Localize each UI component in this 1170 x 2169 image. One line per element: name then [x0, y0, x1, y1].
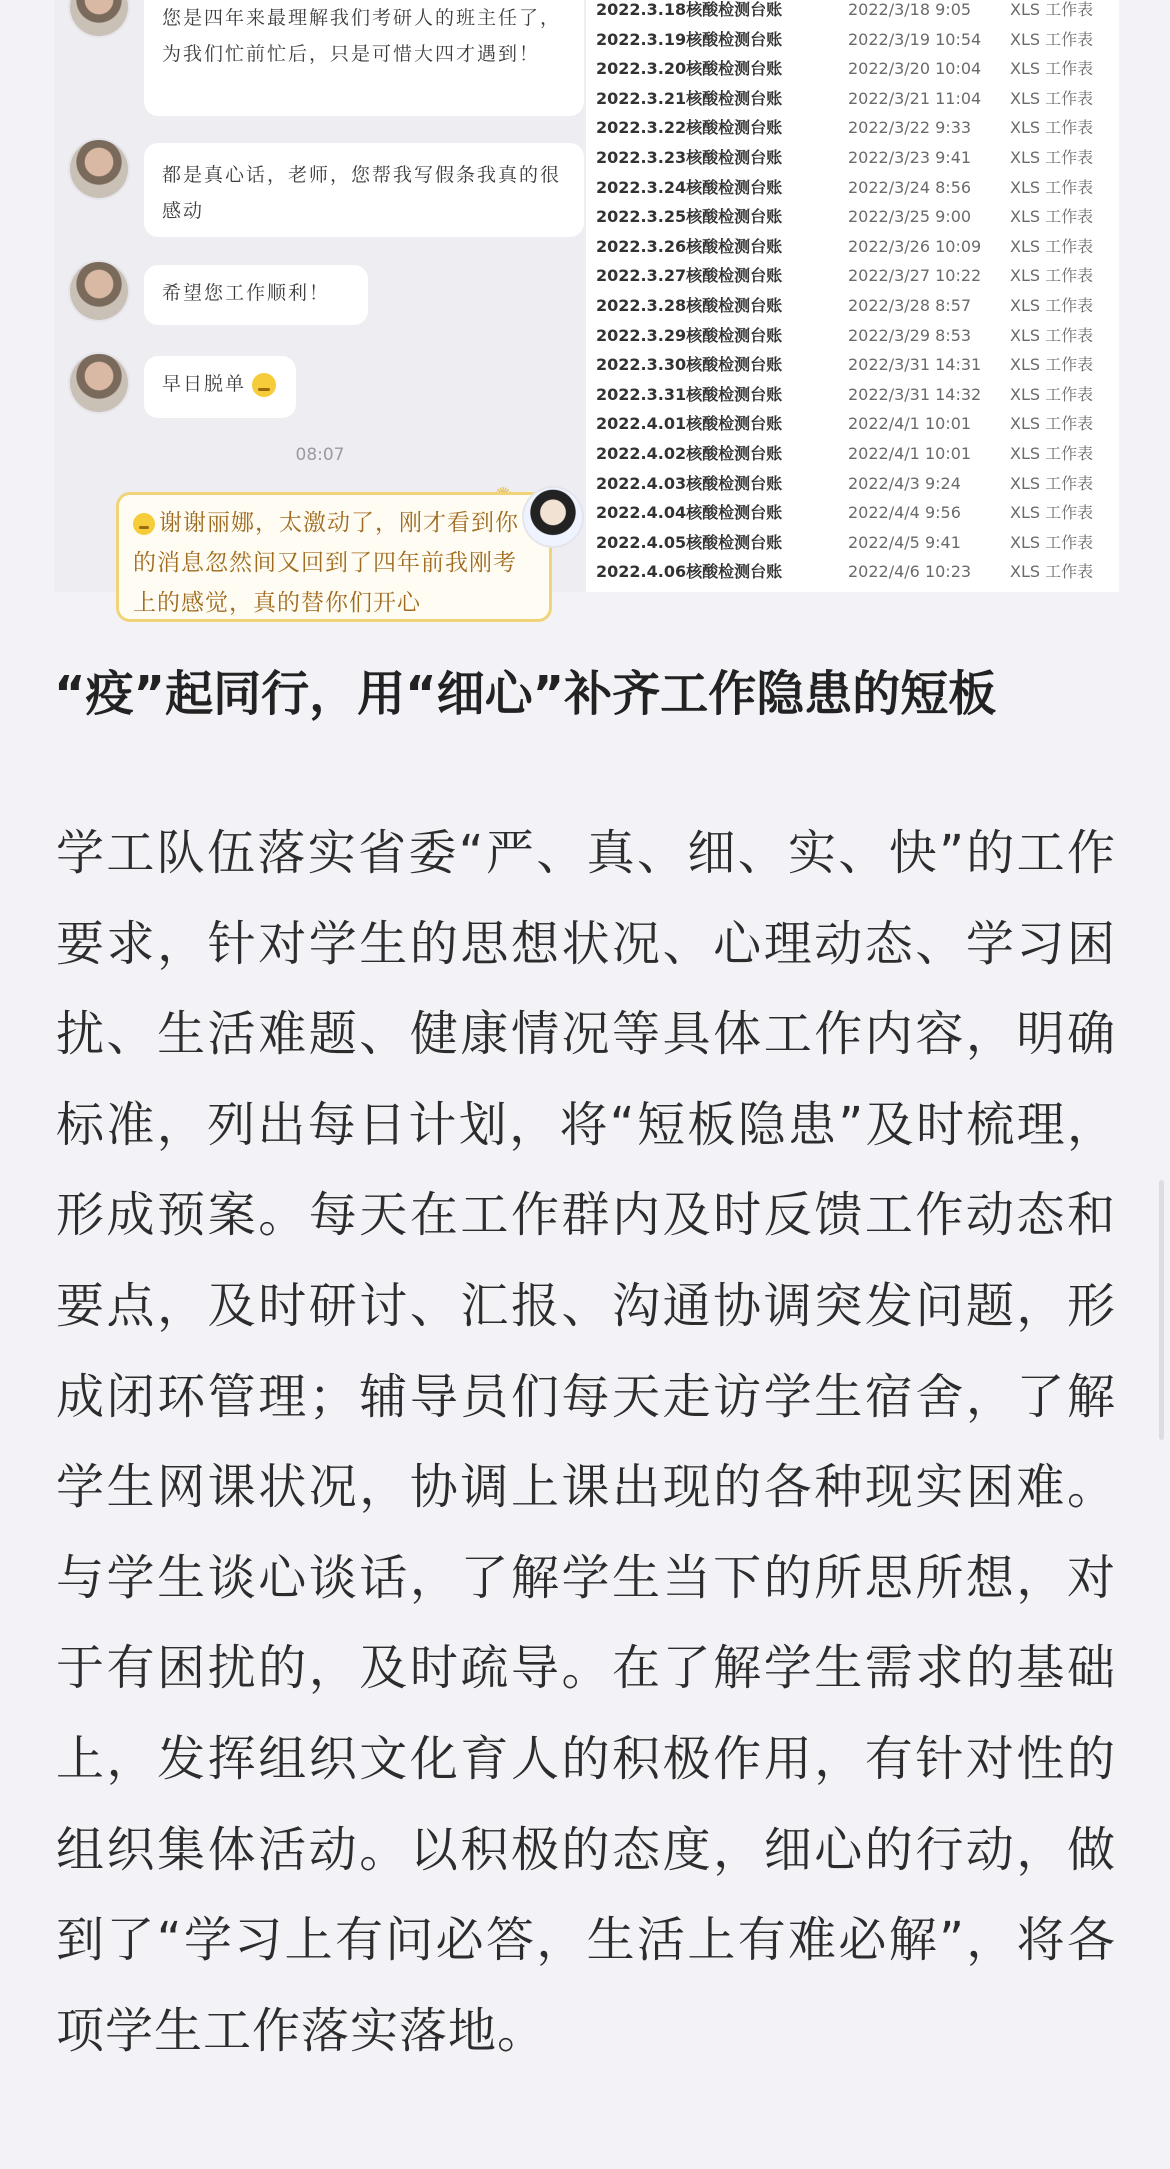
chat-message: 早日脱单 [144, 356, 296, 418]
file-date: 2022/3/31 14:31 [848, 355, 982, 375]
file-name: 2022.4.02核酸检测台账 [596, 444, 783, 463]
file-name: 2022.3.26核酸检测台账 [596, 236, 783, 256]
file-row[interactable] [586, 469, 1119, 499]
file-type: XLS 工作表 [1010, 0, 1094, 19]
file-date: 2022/3/26 10:09 [848, 236, 982, 256]
section-heading: “疫”起同行，用“细心”补齐工作隐患的短板 [54, 666, 997, 722]
file-name: 2022.4.01核酸检测台账 [596, 414, 783, 434]
file-date: 2022/4/1 10:01 [848, 444, 972, 463]
chat-message: 都是真心话，老师，您帮我写假条我真的很感动 [144, 143, 584, 237]
sender-avatar [70, 0, 128, 36]
file-type: XLS 工作表 [1010, 414, 1094, 434]
file-row[interactable] [586, 498, 1119, 528]
file-name: 2022.3.22核酸检测台账 [596, 118, 783, 138]
file-name: 2022.4.05核酸检测台账 [596, 532, 783, 552]
sender-avatar [70, 140, 128, 198]
file-row[interactable] [586, 202, 1119, 232]
file-row[interactable] [586, 0, 1119, 25]
file-name: 2022.3.19核酸检测台账 [596, 29, 783, 49]
file-type: XLS 工作表 [1010, 444, 1094, 463]
file-date: 2022/3/29 8:53 [848, 325, 972, 345]
file-date: 2022/3/18 9:05 [848, 0, 972, 19]
file-row[interactable] [586, 380, 1119, 410]
file-date: 2022/4/4 9:56 [848, 503, 961, 523]
sender-avatar [70, 262, 128, 320]
file-row[interactable] [586, 261, 1119, 291]
file-date: 2022/3/27 10:22 [848, 266, 982, 286]
file-date: 2022/3/22 9:33 [848, 118, 972, 138]
body-paragraph: 学工队伍落实省委“严、真、细、实、快”的工作要求，针对学生的思想状况、心理动态、学习困扰、生活难题、健康情况等具体工作内容，明确标准，列出每日计划，将“短板隐患”及时梳理，形成预案。每天在工作群内及时反馈工作动态和要点，及时研讨、汇报、沟通协调突发问题，形成闭环管理；辅导员们每天走访学生宿舍，了解学生网课状况，协调上课出现的各种现实困难。与学生谈心谈话，了解学生当下的所思所想，对于有困扰的，及时疏导。在了解学生需求的基础上，发挥组织文化育人的积极作用，有针对性的组织集体活动。以积极的态度，细心的行动，做到了“学习上有问必答，生活上有难必解”，将各项学生工作落实落地。 [56, 825, 1116, 2059]
file-type: XLS 工作表 [1010, 118, 1094, 138]
file-row[interactable] [586, 439, 1119, 469]
file-row[interactable] [586, 84, 1119, 114]
file-name: 2022.4.06核酸检测台账 [596, 562, 783, 582]
file-name: 2022.3.20核酸检测台账 [596, 59, 783, 79]
file-date: 2022/4/6 10:23 [848, 562, 972, 582]
file-type: XLS 工作表 [1010, 148, 1094, 167]
file-date: 2022/4/3 9:24 [848, 473, 961, 493]
file-date: 2022/3/31 14:32 [848, 384, 982, 404]
file-row[interactable] [586, 409, 1119, 439]
file-name: 2022.3.24核酸检测台账 [596, 177, 783, 197]
file-name: 2022.3.29核酸检测台账 [596, 325, 783, 345]
file-row[interactable] [586, 528, 1119, 558]
file-row[interactable] [586, 557, 1119, 587]
file-date: 2022/4/5 9:41 [848, 532, 961, 552]
file-row[interactable] [586, 25, 1119, 55]
file-type: XLS 工作表 [1010, 503, 1094, 523]
file-date: 2022/3/28 8:57 [848, 296, 972, 315]
file-name: 2022.3.31核酸检测台账 [596, 384, 783, 404]
article-image [54, 0, 1119, 616]
file-row[interactable] [586, 173, 1119, 203]
file-type: XLS 工作表 [1010, 266, 1094, 286]
chat-timestamp: 08:07 [295, 445, 345, 465]
file-type: XLS 工作表 [1010, 207, 1094, 227]
smile-emoji-icon [133, 513, 155, 535]
file-date: 2022/3/25 9:00 [848, 207, 972, 227]
file-type: XLS 工作表 [1010, 59, 1094, 79]
file-date: 2022/4/1 10:01 [848, 414, 972, 434]
file-name: 2022.3.18核酸检测台账 [596, 0, 783, 19]
file-date: 2022/3/19 10:54 [848, 29, 982, 49]
file-type: XLS 工作表 [1010, 29, 1094, 49]
chat-message: 您是四年来最理解我们考研人的班主任了，为我们忙前忙后，只是可惜大四才遇到！ [144, 0, 584, 116]
file-type: XLS 工作表 [1010, 296, 1094, 315]
file-name: 2022.3.28核酸检测台账 [596, 296, 783, 315]
file-type: XLS 工作表 [1010, 384, 1094, 404]
file-name: 2022.3.27核酸检测台账 [596, 266, 783, 286]
file-type: XLS 工作表 [1010, 88, 1094, 108]
file-date: 2022/3/20 10:04 [848, 59, 982, 79]
file-type: XLS 工作表 [1010, 355, 1094, 375]
file-list [586, 0, 1119, 592]
file-row[interactable] [586, 291, 1119, 321]
file-type: XLS 工作表 [1010, 473, 1094, 493]
smile-emoji-icon [252, 373, 276, 397]
file-name: 2022.3.21核酸检测台账 [596, 88, 783, 108]
file-date: 2022/3/21 11:04 [848, 88, 982, 108]
file-type: XLS 工作表 [1010, 236, 1094, 256]
chat-reply: 谢谢丽娜，太激动了，刚才看到你的消息忽然间又回到了四年前我刚考上的感觉，真的替你们开心 [116, 492, 552, 622]
file-row[interactable] [586, 350, 1119, 380]
file-type: XLS 工作表 [1010, 562, 1094, 582]
file-date: 2022/3/23 9:41 [848, 148, 972, 167]
file-type: XLS 工作表 [1010, 177, 1094, 197]
file-row[interactable] [586, 54, 1119, 84]
file-row[interactable] [586, 232, 1119, 262]
chat-screenshot [54, 0, 586, 616]
file-name: 2022.3.23核酸检测台账 [596, 148, 783, 167]
sender-avatar [70, 354, 128, 412]
file-type: XLS 工作表 [1010, 325, 1094, 345]
file-name: 2022.3.25核酸检测台账 [596, 207, 783, 227]
scrollbar[interactable] [1159, 1180, 1164, 1440]
chat-message: 希望您工作顺利！ [144, 265, 368, 325]
file-row[interactable] [586, 113, 1119, 143]
file-name: 2022.4.03核酸检测台账 [596, 473, 783, 493]
file-name: 2022.4.04核酸检测台账 [596, 503, 783, 523]
file-type: XLS 工作表 [1010, 532, 1094, 552]
file-name: 2022.3.30核酸检测台账 [596, 355, 783, 375]
teacher-avatar [524, 488, 582, 546]
file-row[interactable] [586, 321, 1119, 351]
file-date: 2022/3/24 8:56 [848, 177, 972, 197]
file-row[interactable] [586, 143, 1119, 173]
